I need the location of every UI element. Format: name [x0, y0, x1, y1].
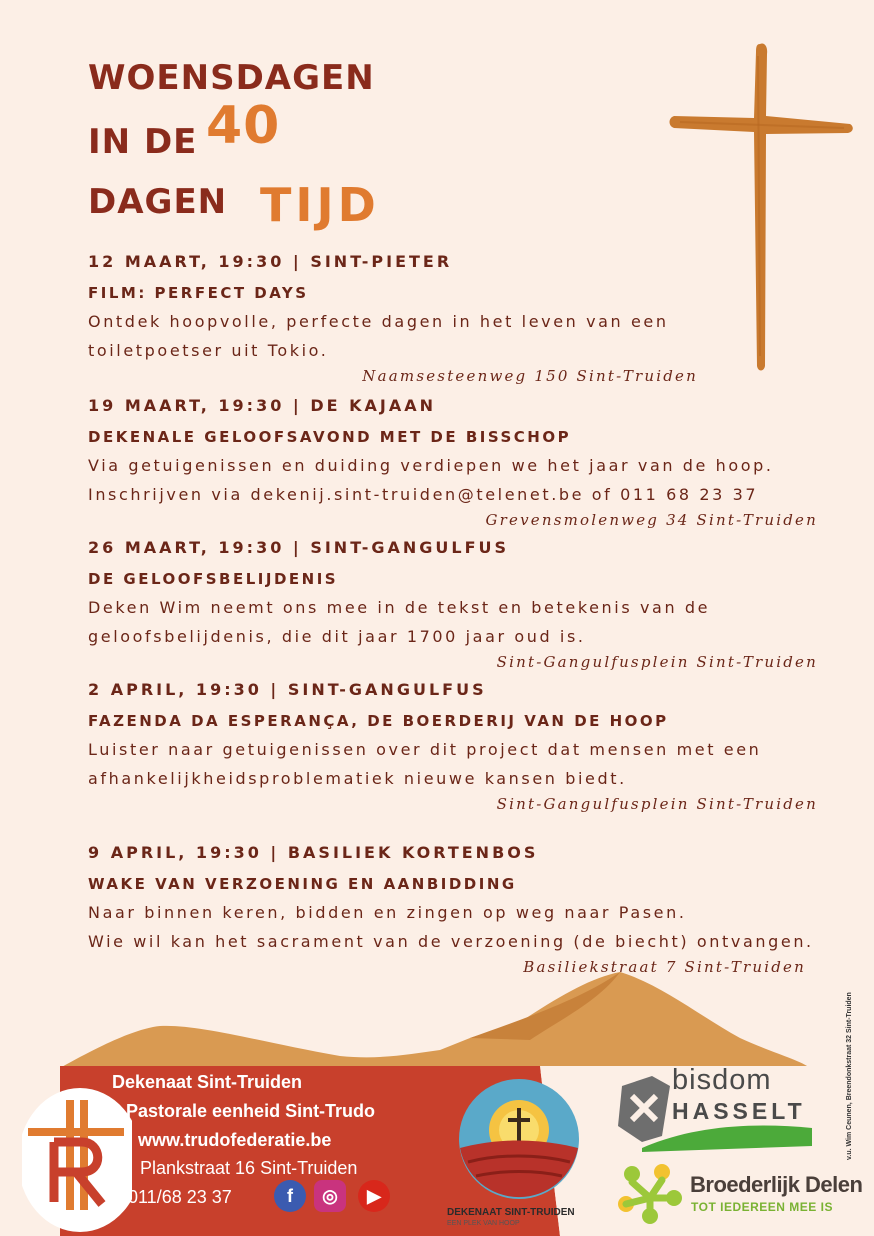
- event-location: Sint-Gangulfusplein Sint-Truiden: [496, 653, 818, 671]
- event-desc-line: Naar binnen keren, bidden en zingen op weg naar Pasen.: [88, 903, 687, 922]
- event-desc-line: Luister naar getuigenissen over dit project dat mensen met een: [88, 740, 762, 759]
- broederlijk-delen-logo: [612, 1160, 686, 1230]
- title-forty: 40: [206, 96, 281, 156]
- event-desc-line: Wie wil kan het sacrament van de verzoening (de biecht) ontvangen.: [88, 932, 814, 951]
- footer-pastorale: Pastorale eenheid Sint-Trudo: [126, 1101, 376, 1121]
- footer-address: Plankstraat 16 Sint-Truiden: [140, 1158, 358, 1178]
- footer-website-link[interactable]: www.trudofederatie.be: [138, 1130, 332, 1150]
- event-title: FAZENDA DA ESPERANÇA, DE BOERDERIJ VAN DE HOOP: [88, 712, 669, 730]
- title-tijd: TIJD: [260, 178, 380, 232]
- event-date: 9 APRIL, 19:30 | BASILIEK KORTENBOS: [88, 843, 539, 862]
- title-line-3: [88, 178, 380, 232]
- footer-dekenaat: Dekenaat Sint-Truiden: [112, 1072, 303, 1092]
- broederlijk-delen-name: Broederlijk Delen: [690, 1172, 863, 1197]
- event-location: Sint-Gangulfusplein Sint-Truiden: [496, 795, 818, 813]
- event-4: [88, 680, 818, 816]
- event-desc-line: geloofsbelijdenis, die dit jaar 1700 jaar oud is.: [88, 627, 586, 646]
- event-title: DE GELOOFSBELIJDENIS: [88, 570, 339, 588]
- title-line-2: [88, 96, 281, 162]
- event-date: 2 APRIL, 19:30 | SINT-GANGULFUS: [88, 680, 487, 699]
- event-2: [88, 396, 818, 532]
- event-title: WAKE VAN VERZOENING EN AANBIDDING: [88, 875, 517, 893]
- event-desc-line: Deken Wim neemt ons mee in de tekst en betekenis van de: [88, 598, 711, 617]
- publisher-note: v.u. Wim Ceunen, Breendonkstraat 32 Sint-Truiden: [846, 992, 853, 1160]
- facebook-icon[interactable]: f: [274, 1180, 306, 1212]
- trudo-r-logo: [22, 1082, 132, 1232]
- instagram-icon[interactable]: ◎: [314, 1180, 346, 1212]
- event-date: 26 MAART, 19:30 | SINT-GANGULFUS: [88, 538, 510, 557]
- event-date: 19 MAART, 19:30 | DE KAJAAN: [88, 396, 436, 415]
- dekenaat-logo: [458, 1078, 580, 1200]
- event-title: DEKENALE GELOOFSAVOND MET DE BISSCHOP: [88, 428, 572, 446]
- event-desc-line: afhankelijkheidsproblematiek nieuwe kansen biedt.: [88, 769, 627, 788]
- hasselt-word: HASSELT: [672, 1098, 806, 1124]
- title-line-1: WOENSDAGEN: [88, 58, 375, 98]
- event-location: Basiliekstraat 7 Sint-Truiden: [523, 958, 806, 976]
- event-desc-line: toiletpoetser uit Tokio.: [88, 341, 329, 360]
- event-desc-line: Inschrijven via dekenij.sint-truiden@telenet.be of 011 68 23 37: [88, 485, 759, 504]
- event-5: [88, 843, 818, 979]
- event-1: [88, 252, 818, 388]
- dekenaat-name: DEKENAAT SINT-TRUIDEN: [447, 1207, 575, 1218]
- event-desc-line: Ontdek hoopvolle, perfecte dagen in het leven van een: [88, 312, 669, 331]
- event-location: Naamsesteenweg 150 Sint-Truiden: [362, 367, 698, 385]
- event-date: 12 MAART, 19:30 | SINT-PIETER: [88, 252, 453, 271]
- event-desc-line: Via getuigenissen en duiding verdiepen we het jaar van de hoop.: [88, 456, 774, 475]
- title-line-2-text: IN DE: [88, 122, 198, 162]
- broederlijk-delen-tagline: TOT IEDEREEN MEE IS: [691, 1200, 833, 1214]
- footer-phone: 011/68 23 37: [128, 1187, 232, 1207]
- youtube-icon[interactable]: ▶: [358, 1180, 390, 1212]
- event-title: FILM: PERFECT DAYS: [88, 284, 309, 302]
- dekenaat-tagline: EEN PLEK VAN HOOP: [447, 1220, 520, 1227]
- event-3: [88, 538, 818, 674]
- event-location: Grevensmolenweg 34 Sint-Truiden: [485, 511, 818, 529]
- bisdom-word: bisdom: [672, 1064, 772, 1096]
- title-line-3-text: DAGEN: [88, 182, 228, 222]
